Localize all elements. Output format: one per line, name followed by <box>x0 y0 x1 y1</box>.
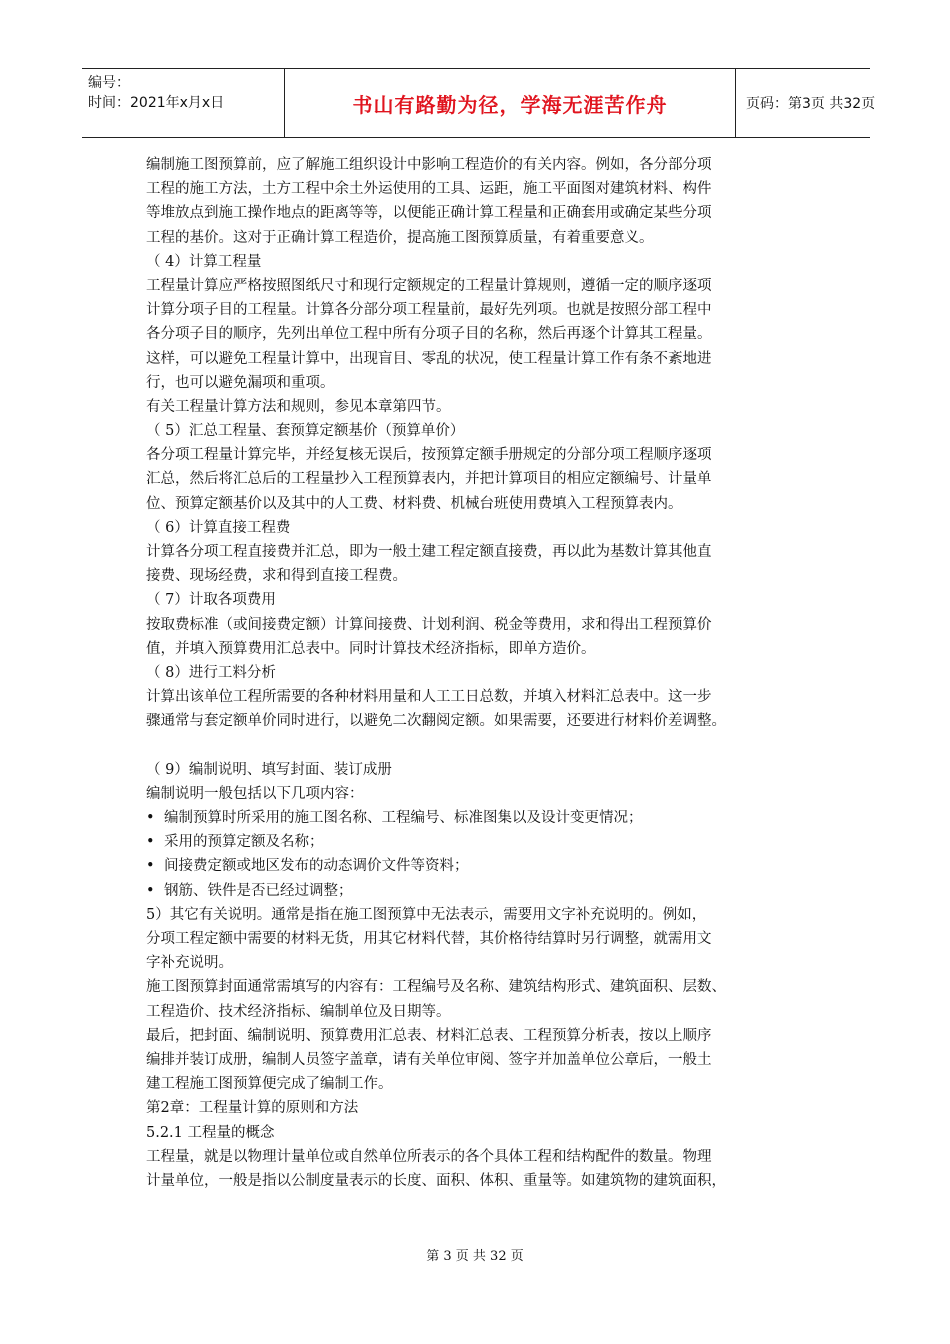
text-line: 骤通常与套定额单价同时进行，以避免二次翻阅定额。如果需要，还要进行材料价差调整。 <box>146 713 726 730</box>
text-line: 施工图预算封面通常需填写的内容有：工程编号及名称、建筑结构形式、建筑面积、层数、 <box>146 979 726 996</box>
text-line: 工程量计算应严格按照图纸尺寸和现行定额规定的工程量计算规则，遵循一定的顺序逐项 <box>146 277 712 294</box>
text-line: 各分项子目的顺序，先列出单位工程中所有分项子目的名称，然后再逐个计算其工程量。 <box>146 326 712 343</box>
text-line: 按取费标准（或间接费定额）计算间接费、计划利润、税金等费用，求和得出工程预算价 <box>146 616 712 633</box>
text-line: 第2章：工程量计算的原则和方法 <box>146 1100 359 1117</box>
text-line: 工程量，就是以物理计量单位或自然单位所表示的各个具体工程和结构配件的数量。物理 <box>146 1148 712 1165</box>
text-line: 汇总，然后将汇总后的工程量抄入工程预算表内，并把计算项目的相应定额编号、计量单 <box>146 471 712 488</box>
text-line: 各分项工程量计算完毕，并经复核无误后，按预算定额手册规定的分部分项工程顺序逐项 <box>146 447 712 464</box>
body-text-block-2 <box>146 903 814 1193</box>
text-line: （ 9）编制说明、填写封面、装订成册 <box>146 761 392 778</box>
text-line: 计算分项子目的工程量。计算各分部分项工程量前，最好先列项。也就是按照分部工程中 <box>146 302 712 319</box>
text-line: 行，也可以避免漏项和重项。 <box>146 374 335 391</box>
date-line: 时间：2021年x月x日 <box>88 95 225 111</box>
text-line: 接费、现场经费，求和得到直接工程费。 <box>146 568 407 585</box>
bullet-list <box>146 806 814 903</box>
header-meta <box>82 69 284 137</box>
page-footer: 第 3 页 共 32 页 <box>426 1249 524 1264</box>
text-line: 值，并填入预算费用汇总表中。同时计算技术经济指标，即单方造价。 <box>146 640 596 657</box>
text-line: 计量单位，一般是指以公制度量表示的长度、面积、体积、重量等。如建筑物的建筑面积， <box>146 1172 726 1189</box>
blank-line <box>146 734 814 758</box>
text-line: 5.2.1 工程量的概念 <box>146 1124 275 1141</box>
text-line: 工程的基价。这对于正确计算工程造价，提高施工图预算质量，有着重要意义。 <box>146 229 654 246</box>
text-line: 计算出该单位工程所需要的各种材料用量和人工工日总数，并填入材料汇总表中。这一步 <box>146 689 712 706</box>
bullet-item: • 间接费定额或地区发布的动态调价文件等资料； <box>146 854 814 878</box>
text-line: 等堆放点到施工操作地点的距离等等，以便能正确计算工程量和正确套用或确定某些分项 <box>146 205 712 222</box>
text-line: 建工程施工图预算便完成了编制工作。 <box>146 1076 393 1093</box>
text-line: （ 7）计取各项费用 <box>146 592 276 609</box>
bullet-item: • 钢筋、铁件是否已经过调整； <box>146 879 814 903</box>
motto: 书山有路勤为径，学海无涯苦作舟 <box>352 92 668 117</box>
text-line: 计算各分项工程直接费并汇总，即为一般土建工程定额直接费，再以此为基数计算其他直 <box>146 544 712 560</box>
number-label: 编号： <box>88 75 130 91</box>
page-header <box>82 68 876 138</box>
text-line: 5）其它有关说明。通常是指在施工图预算中无法表示，需要用文字补充说明的。例如， <box>146 906 707 923</box>
bullet-item: • 编制预算时所采用的施工图名称、工程编号、标准图集以及设计变更情况； <box>146 806 814 830</box>
text-line: 有关工程量计算方法和规则，参见本章第四节。 <box>146 398 451 415</box>
text-line: 分项工程定额中需要的材料无货，用其它材料代替，其价格待结算时另行调整，就需用文 <box>146 931 712 947</box>
header-page-info: 页码：第3页 共32页 <box>746 96 876 112</box>
text-line: 位、预算定额基价以及其中的人工费、材料费、机械台班使用费填入工程预算表内。 <box>146 495 683 512</box>
text-line: 编制施工图预算前，应了解施工组织设计中影响工程造价的有关内容。例如，各分部分项 <box>146 157 712 173</box>
text-line: 编制说明一般包括以下几项内容： <box>146 785 364 802</box>
text-line: （ 4）计算工程量 <box>146 253 262 270</box>
header-motto-cell <box>284 69 736 137</box>
text-line: 字补充说明。 <box>146 955 233 972</box>
text-line: （ 6）计算直接工程费 <box>146 519 291 536</box>
text-line: 这样，可以避免工程量计算中，出现盲目、零乱的状况，使工程量计算工作有条不紊地进 <box>146 350 712 367</box>
document-body <box>146 153 814 1193</box>
bullet-item: • 采用的预算定额及名称； <box>146 830 814 854</box>
text-line: 编排并装订成册，编制人员签字盖章，请有关单位审阅、签字并加盖单位公章后，一般土 <box>146 1051 712 1068</box>
text-line: （ 8）进行工料分析 <box>146 664 276 681</box>
text-line: 最后，把封面、编制说明、预算费用汇总表、材料汇总表、工程预算分析表，按以上顺序 <box>146 1027 712 1044</box>
text-line: 工程的施工方法，土方工程中余土外运使用的工具、运距，施工平面图对建筑材料、构件 <box>146 181 712 198</box>
text-line: （ 5）汇总工程量、套预算定额基价（预算单价） <box>146 423 465 440</box>
text-line: 工程造价、技术经济指标、编制单位及日期等。 <box>146 1003 451 1020</box>
body-text-block-1 <box>146 153 814 806</box>
